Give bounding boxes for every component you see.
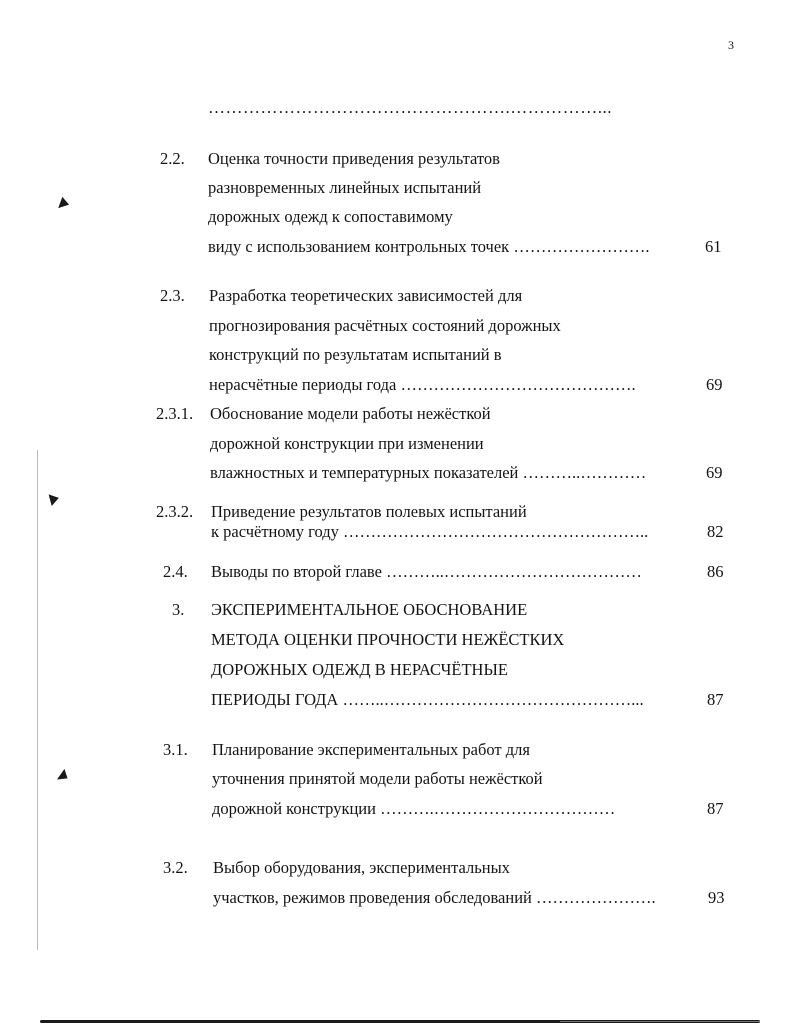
toc-title-line: дорожных одежд к сопоставимому bbox=[208, 207, 453, 226]
toc-number: 2.2. bbox=[160, 149, 185, 168]
toc-number: 3.2. bbox=[163, 858, 188, 877]
top-leader-dots: …………………………………………….……………... bbox=[208, 98, 612, 117]
toc-title-line: влажностных и температурных показателей ………..………… bbox=[210, 463, 647, 482]
scan-mark-left-3 bbox=[57, 769, 71, 784]
toc-title-line: дорожной конструкции ……….…………………………… bbox=[212, 799, 616, 818]
toc-title-line: виду с использованием контрольных точек ……………………. bbox=[208, 237, 650, 256]
toc-title-line: дорожной конструкции при изменении bbox=[210, 434, 484, 453]
toc-title-line: ПЕРИОДЫ ГОДА ……..………………………………………... bbox=[211, 690, 644, 709]
scan-edge-bottom-fade bbox=[560, 1021, 760, 1022]
toc-title-line: ЭКСПЕРИМЕНТАЛЬНОЕ ОБОСНОВАНИЕ bbox=[211, 600, 528, 619]
page-number: 3 bbox=[728, 38, 734, 52]
toc-number: 2.3.1. bbox=[156, 404, 194, 423]
toc-number: 2.3. bbox=[160, 286, 185, 305]
toc-title-line: разновременных линейных испытаний bbox=[208, 178, 482, 197]
toc-title-line: прогнозирования расчётных состояний дорожных bbox=[209, 316, 561, 335]
toc-page: 87 bbox=[707, 799, 724, 818]
toc-title-line: Выводы по второй главе ………..……………………………… bbox=[211, 562, 642, 581]
toc-title-line: МЕТОДА ОЦЕНКИ ПРОЧНОСТИ НЕЖЁСТКИХ bbox=[211, 630, 565, 649]
toc-title-line: Выбор оборудования, экспериментальных bbox=[213, 858, 510, 877]
toc-title-line: Обоснование модели работы нежёсткой bbox=[210, 404, 491, 423]
toc-title-line: Планирование экспериментальных работ для bbox=[212, 740, 530, 759]
toc-title-line: Разработка теоретических зависимостей для bbox=[209, 286, 523, 305]
scan-edge-left bbox=[37, 450, 38, 950]
toc-title-line: конструкций по результатам испытаний в bbox=[209, 345, 502, 364]
toc-title-line: Приведение результатов полевых испытаний bbox=[211, 502, 527, 521]
toc-page: 61 bbox=[705, 237, 722, 256]
toc-title-line: нерасчётные периоды года ……………………………………. bbox=[209, 375, 636, 394]
toc-page: 69 bbox=[706, 463, 723, 482]
toc-number: 3. bbox=[172, 600, 185, 619]
toc-title-line: уточнения принятой модели работы нежёсткой bbox=[212, 769, 543, 788]
scan-mark-left-1 bbox=[58, 197, 71, 211]
toc-page: 87 bbox=[707, 690, 724, 709]
toc-title-line: к расчётному году ……………………………………………….. bbox=[211, 522, 649, 541]
toc-page: 93 bbox=[708, 888, 725, 907]
toc-number: 2.3.2. bbox=[156, 502, 194, 521]
toc-title-line: Оценка точности приведения результатов bbox=[208, 149, 500, 168]
scan-mark-left-2 bbox=[49, 492, 61, 506]
toc-page: 82 bbox=[707, 522, 724, 541]
toc-number: 2.4. bbox=[163, 562, 188, 581]
toc-page: 69 bbox=[706, 375, 723, 394]
toc-title-line: ДОРОЖНЫХ ОДЕЖД В НЕРАСЧЁТНЫЕ bbox=[211, 660, 508, 679]
toc-page: 86 bbox=[707, 562, 724, 581]
toc-title-line: участков, режимов проведения обследований …………………. bbox=[213, 888, 656, 907]
toc-number: 3.1. bbox=[163, 740, 188, 759]
